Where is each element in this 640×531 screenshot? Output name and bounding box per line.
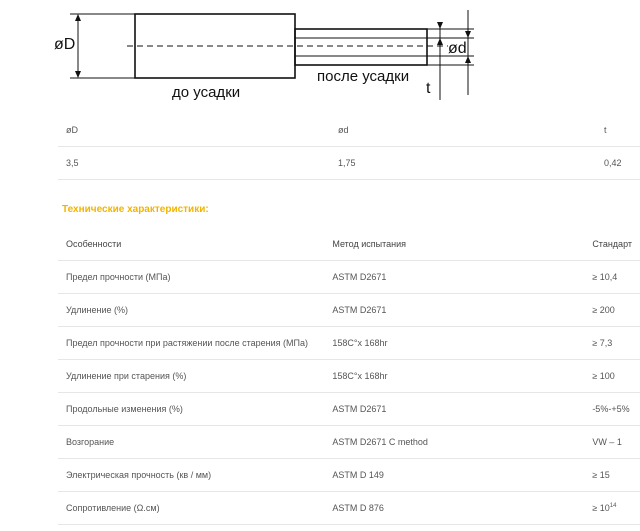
- table-row: [58, 294, 640, 327]
- label-outer-diameter: øD: [54, 36, 76, 53]
- tube-drawing: [0, 0, 640, 110]
- label-after-shrink: после усадки: [317, 68, 410, 85]
- value-cell: 0,42: [596, 147, 640, 180]
- method-cell: 158С°х 168hr: [324, 360, 584, 393]
- table-row: [58, 261, 640, 294]
- feature-cell: Удлинение при старения (%): [58, 360, 324, 393]
- method-cell: 158С°х 168hr: [324, 327, 584, 360]
- header-standard: Стандарт: [584, 228, 640, 261]
- standard-cell: [584, 492, 640, 525]
- specs-table: [58, 228, 640, 525]
- value-cell: 3,5: [58, 147, 330, 180]
- header-cell: t: [596, 114, 640, 147]
- label-inner-diameter: ød: [448, 40, 467, 57]
- method-cell: ASTM D 149: [324, 459, 584, 492]
- tube-after-shrink: [295, 29, 427, 65]
- method-cell: ASTM D2671: [324, 294, 584, 327]
- exponent: 14: [609, 503, 617, 509]
- feature-cell: Удлинение (%): [58, 294, 324, 327]
- table-row: [58, 492, 640, 525]
- specs-title: Технические характеристики:: [62, 204, 209, 215]
- table-row: [58, 426, 640, 459]
- table-row: [58, 147, 640, 180]
- feature-cell: Сопротивление (Ω.см): [58, 492, 324, 525]
- feature-cell: Возгорание: [58, 426, 324, 459]
- table-row: [58, 327, 640, 360]
- header-cell: ød: [330, 114, 596, 147]
- standard-cell: VW – 1: [584, 426, 640, 459]
- dimensions-table: [58, 114, 640, 180]
- standard-cell: ≥ 100: [584, 360, 640, 393]
- header-test-method: Метод испытания: [324, 228, 584, 261]
- feature-cell: Предел прочности (МПа): [58, 261, 324, 294]
- table-row: [58, 459, 640, 492]
- header-features: Особенности: [58, 228, 324, 261]
- method-cell: ASTM D 876: [324, 492, 584, 525]
- table-row: [58, 114, 640, 147]
- feature-cell: Электрическая прочность (кв / мм): [58, 459, 324, 492]
- standard-cell: ≥ 15: [584, 459, 640, 492]
- label-before-shrink: до усадки: [172, 84, 241, 101]
- feature-cell: Продольные изменения (%): [58, 393, 324, 426]
- standard-cell: ≥ 7,3: [584, 327, 640, 360]
- table-row: [58, 360, 640, 393]
- method-cell: ASTM D2671: [324, 393, 584, 426]
- shrink-diagram: [0, 0, 640, 110]
- table-header-row: [58, 228, 640, 261]
- header-cell: øD: [58, 114, 330, 147]
- feature-cell: Предел прочности при растяжении после старения (МПа): [58, 327, 324, 360]
- table-row: [58, 393, 640, 426]
- value-cell: 1,75: [330, 147, 596, 180]
- label-thickness: t: [426, 80, 431, 97]
- standard-cell: -5%-+5%: [584, 393, 640, 426]
- standard-value: ≥ 10: [592, 503, 610, 513]
- method-cell: ASTM D2671: [324, 261, 584, 294]
- standard-cell: ≥ 200: [584, 294, 640, 327]
- standard-cell: ≥ 10,4: [584, 261, 640, 294]
- method-cell: ASTM D2671 C method: [324, 426, 584, 459]
